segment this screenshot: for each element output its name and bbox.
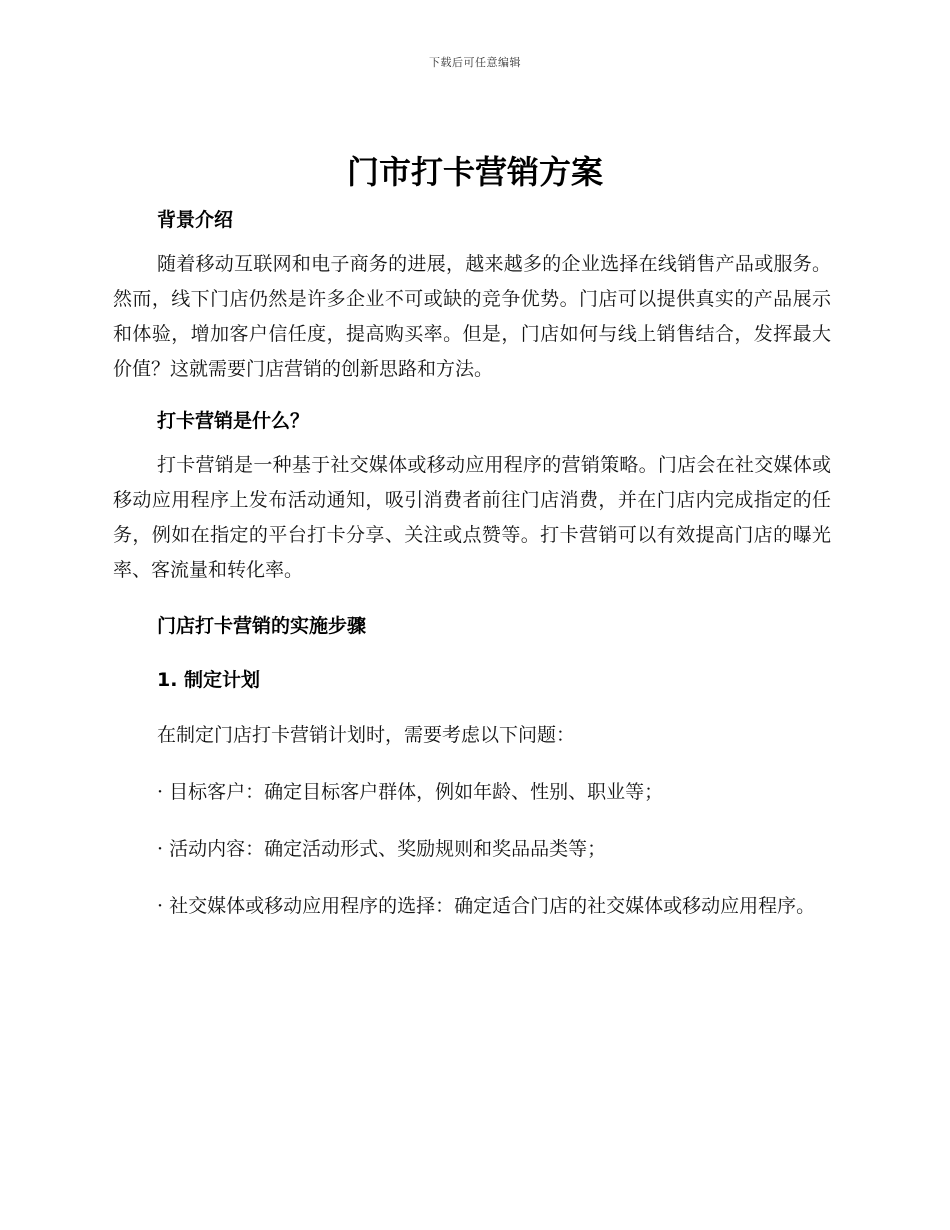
bullet-item: · 社交媒体或移动应用程序的选择：确定适合门店的社交媒体或移动应用程序。 <box>157 895 816 917</box>
header-note: 下载后可任意编辑 <box>429 56 521 69</box>
bullet-item: · 活动内容：确定活动形式、奖励规则和奖品品类等； <box>157 838 607 860</box>
section-heading-step1: 1. 制定计划 <box>157 669 261 691</box>
paragraph-what: 打卡营销是一种基于社交媒体或移动应用程序的营销策略。门店会在社交媒体或移动应用程序上发布活动通知，吸引消费者前往门店消费，并在门店内完成指定的任务，例如在指定的平台打卡分享、关注或点赞等。打卡营销可以有效提高门店的曝光率、客流量和转化率。 <box>113 454 831 581</box>
document-title: 门市打卡营销方案 <box>346 153 603 191</box>
paragraph-step1-intro: 在制定门店打卡营销计划时，需要考虑以下问题： <box>157 724 576 746</box>
section-heading-what: 打卡营销是什么？ <box>157 410 310 432</box>
document-body <box>113 204 831 924</box>
section-heading-background: 背景介绍 <box>157 209 234 231</box>
bullet-item: · 目标客户：确定目标客户群体，例如年龄、性别、职业等； <box>157 781 664 803</box>
paragraph-background: 随着移动互联网和电子商务的进展，越来越多的企业选择在线销售产品或服务。然而，线下门店仍然是许多企业不可或缺的竞争优势。门店可以提供真实的产品展示和体验，增加客户信任度，提高购买率。但是，门店如何与线上销售结合，发挥最大价值？这就需要门店营销的创新思路和方法。 <box>113 253 831 380</box>
section-heading-steps: 门店打卡营销的实施步骤 <box>157 615 367 637</box>
